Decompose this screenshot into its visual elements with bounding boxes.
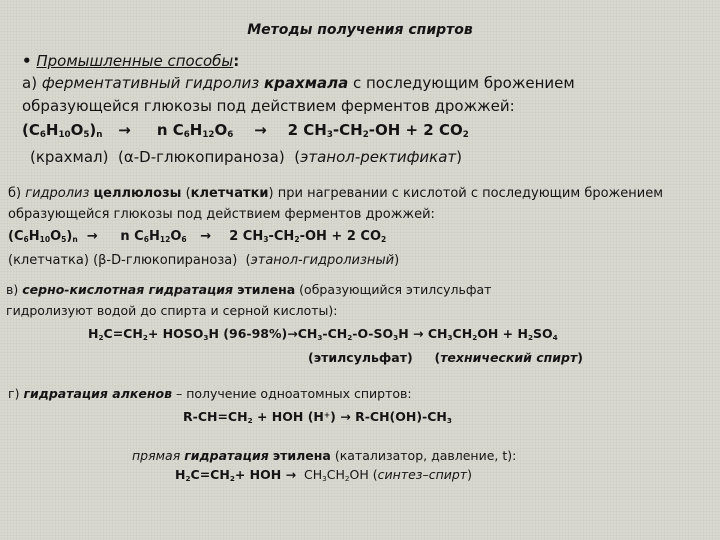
part-a-line1 [22, 74, 575, 92]
arrow: → [200, 229, 212, 244]
name-ethylsulfate: (этилсульфат) [308, 350, 413, 365]
part-c-phrase2: этилена [237, 282, 296, 297]
part-a-label: а) [22, 74, 38, 92]
paren: ) [577, 350, 583, 365]
coef: + 2 [331, 229, 356, 244]
direct-phrase4: (катализатор, давление, t): [334, 448, 517, 463]
part-a-line2: образующейся глюкозы под действием ферментов дрожжей: [22, 97, 515, 115]
paren: ) [394, 253, 400, 268]
part-a-names [30, 148, 462, 166]
part-b-phrase3: клетчатки [190, 186, 269, 201]
coef: + 2 [405, 121, 434, 139]
eq-concentration: (96-98%) [223, 326, 288, 341]
paren: ) [467, 467, 472, 482]
part-c-label: в) [6, 282, 19, 297]
paren: ( [245, 253, 251, 268]
part-b-line1 [8, 186, 663, 201]
part-b-label: б) [8, 186, 22, 201]
part-c-equation: $H_2C=CH_2+$ $HOSO_3H$ $(96-98\%)\to CH_3-CH_2-O-SO_3H \to CH_3CH_2OH + H_2SO_4$ [88, 326, 558, 342]
direct-phrase2: гидратация [184, 448, 269, 463]
part-b-phrase2: целлюлозы [93, 186, 182, 201]
part-c-line2: гидролизуют водой до спирта и серной кислоты): [6, 303, 338, 318]
part-b-line2: образующейся глюкозы под действием ферментов дрожжей: [8, 207, 435, 222]
coef: n [156, 121, 168, 139]
part-d-equation: $R-CH=CH_2$ + HOH $(H^+) \to R-CH(OH)-CH_3$ [183, 409, 452, 425]
name-ethanol-hydrolysis: этанол-гидролизный [250, 253, 395, 268]
paren: ( [434, 350, 441, 365]
paren: ( [294, 148, 301, 166]
part-a-equation: $(C_6H_{10}O_5)_n$ → n $C_6H_{12}O_6$ → 2 $CH_3-CH_2-OH + 2$ $CO_2$ [22, 121, 469, 141]
section-heading-text: Промышленные способы [36, 52, 234, 70]
arrow: → [340, 409, 351, 424]
part-b-phrase1: гидролиз [25, 186, 90, 201]
coef: 2 [229, 229, 239, 244]
arrow: → [86, 229, 98, 244]
part-c-rest1: (образующийся этилсульфат [299, 282, 492, 297]
name-technical-spirit: технический спирт [440, 350, 578, 365]
part-a-rest1: с последующим брожением [352, 74, 575, 92]
part-d-line1 [8, 386, 412, 401]
paren: ( [372, 467, 378, 482]
arrow: → [413, 326, 424, 341]
part-d-phrase1: гидратация алкенов [23, 386, 172, 401]
name-beta-glucopyranose: (β-D-глюкопираноза) [93, 253, 238, 268]
direct-phrase3: этилена [272, 448, 331, 463]
part-b-equation: $(C_6H_{10}O_5)_n$ → n $C_6H_{12}O_6$ → 2 $CH_3-CH_2-OH + 2$ $CO_2$ [8, 229, 387, 244]
name-cellulose: (клетчатка) [8, 253, 89, 268]
part-d-rest1: – получение одноатомных спиртов: [175, 386, 412, 401]
part-a-phrase1: ферментативный гидролиз [41, 74, 260, 92]
arrow: → [118, 121, 131, 139]
part-d-label: г) [8, 386, 20, 401]
part-d-equation2: $H_2C=CH_2+$ HOH → $CH_3CH_2OH$ (синтез–спирт) [175, 467, 472, 483]
section-heading [22, 52, 239, 70]
coef: n [120, 229, 130, 244]
paren: ) [456, 148, 463, 166]
part-c-line1 [6, 282, 491, 297]
arrow: → [254, 121, 267, 139]
arrow: → [287, 326, 298, 341]
part-d-direct [132, 448, 516, 463]
name-starch: (крахмал) [30, 148, 109, 166]
name-ethanol-rectified: этанол-ректификат [300, 148, 457, 166]
part-c-names [308, 350, 583, 365]
name-glucopyranose: (α-D-глюкопираноза) [118, 148, 285, 166]
part-b-rest1: ) при нагревании с кислотой с последующим брожением [268, 186, 663, 201]
direct-phrase1: прямая [132, 448, 181, 463]
paren: ( [185, 186, 191, 201]
part-b-names [8, 253, 399, 268]
bullet: • [22, 52, 32, 70]
name-synthesis-spirit: синтез–спирт [377, 467, 468, 482]
part-a-phrase2: крахмала [263, 74, 349, 92]
heading-colon: : [233, 52, 240, 70]
part-c-phrase1: серно-кислотная гидратация [22, 282, 234, 297]
coef: 2 [287, 121, 299, 139]
arrow: → [285, 467, 297, 482]
page-title: Методы получения спиртов [247, 22, 473, 38]
